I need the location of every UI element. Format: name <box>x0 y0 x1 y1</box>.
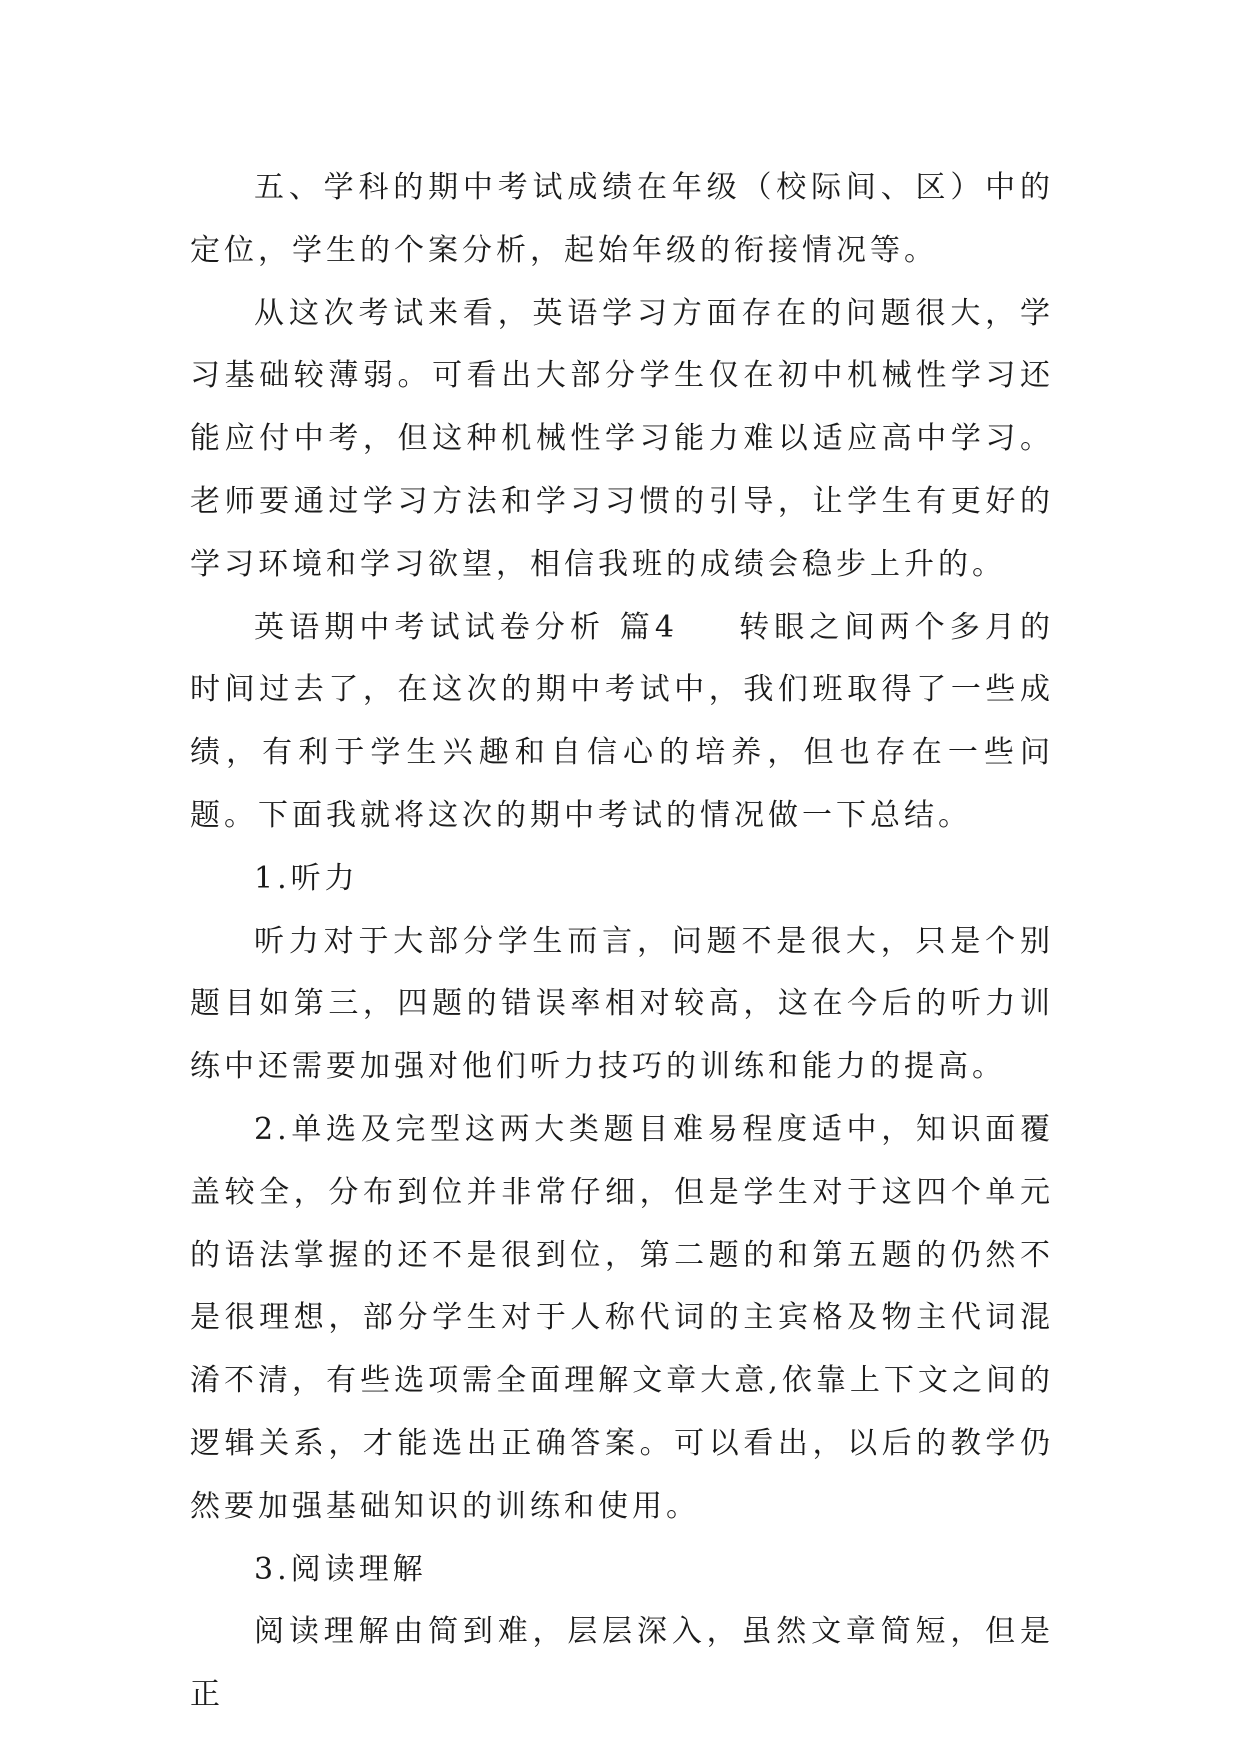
listening-paragraph: 听力对于大部分学生而言，问题不是很大，只是个别题目如第三，四题的错误率相对较高，这在今后的听力训练中还需要加强对他们听力技巧的训练和能力的提高。 <box>190 923 1054 1085</box>
document-body <box>190 157 1054 1727</box>
reading-paragraph: 阅读理解由简到难，层层深入，虽然文章简短，但是正 <box>190 1614 1054 1713</box>
paragraph-positioning: 五、学科的期中考试成绩在年级（校际间、区）中的定位，学生的个案分析，起始年级的衔接情况等。 <box>190 170 1054 268</box>
paragraph-section-4 <box>190 597 1054 848</box>
listening-heading: 1.听力 <box>254 860 359 896</box>
section-intro: 转眼之间两个多月的时间过去了，在这次的期中考试中，我们班取得了一些成绩，有利于学生兴趣和自信心的培养，但也存在一些问题。下面我就将这次的期中考试的情况做一下总结。 <box>190 609 1055 833</box>
choice-paragraph: 2.单选及完型这两大类题目难易程度适中，知识面覆盖较全，分布到位并非常仔细，但是学生对于这四个单元的语法掌握的还不是很到位，第二题的和第五题的仍然不是很理想，部分学生对于人称代词的主宾格及物主代词混淆不清，有些选项需全面理解文章大意,依靠上下文之间的逻辑关系，才能选出正确答案。可以看出，以后的教学仍然要加强基础知识的训练和使用。 <box>190 1111 1054 1524</box>
section-heading: 英语期中考试试卷分析 篇4 <box>254 609 678 645</box>
paragraph-exam-overview: 从这次考试来看，英语学习方面存在的问题很大，学习基础较薄弱。可看出大部分学生仅在初中机械性学习还能应付中考，但这种机械性学习能力难以适应高中学习。老师要通过学习方法和学习习惯的引导，让学生有更好的学习环境和学习欲望，相信我班的成绩会稳步上升的。 <box>190 295 1054 582</box>
reading-heading: 3.阅读理解 <box>254 1551 427 1587</box>
